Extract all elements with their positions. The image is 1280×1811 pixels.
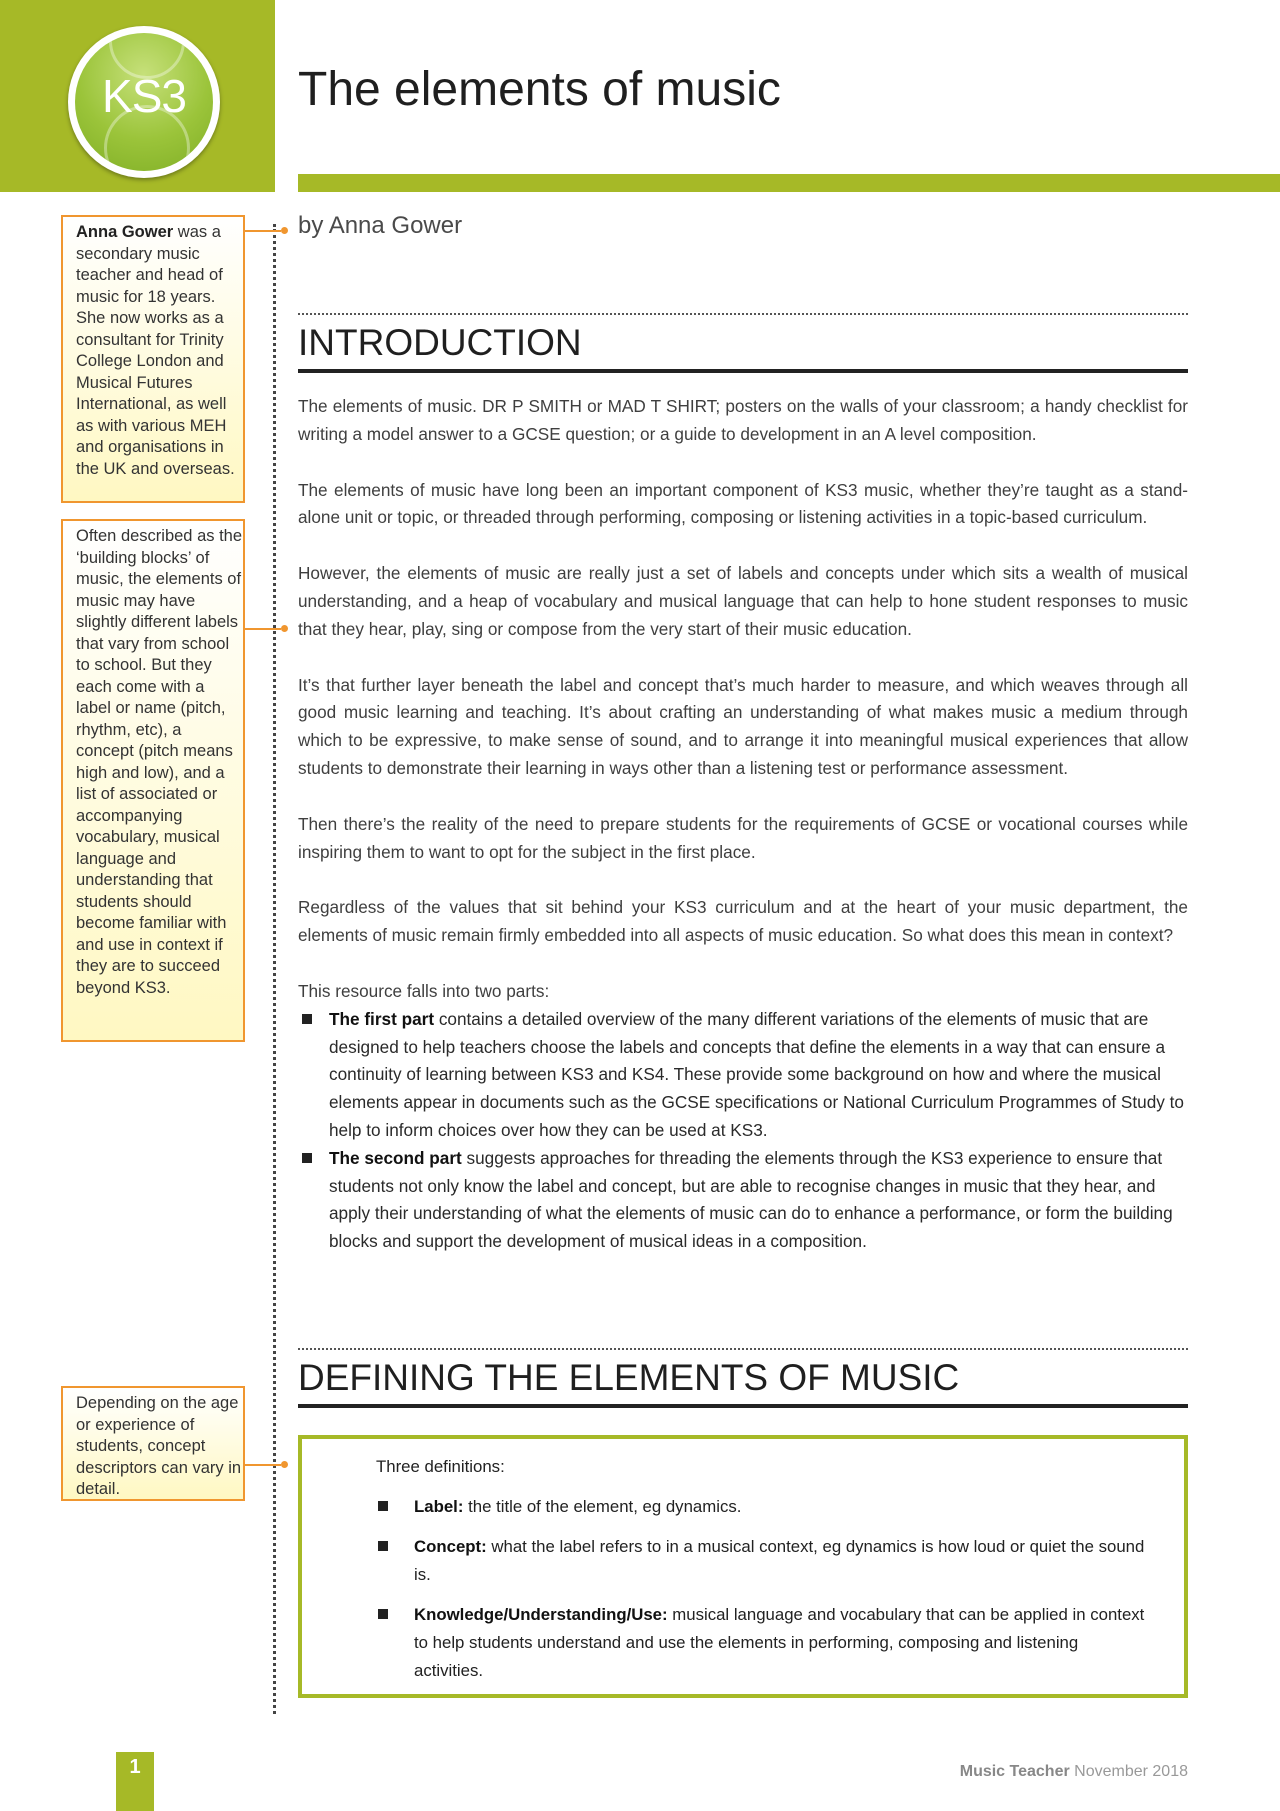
part-text: contains a detailed overview of the many different variations of the elements of music that are designed to help teachers choose the labels and concepts that define the elements in a way that can ensure a continuity of learning between KS3 and KS4. These provide some background on how and where the musical elements appear in documents such as the GCSE specifications or National Curriculum Programmes of Study to help to inform choices over how they can be used at KS3. [329,1008,1184,1140]
definition-text: musical language and vocabulary that can be applied in context to help students understand and use the elements in performing, composing and listening activities. [414,1605,1145,1680]
definition-term: Concept: [414,1537,487,1556]
section-solid-rule [298,369,1188,373]
byline: by Anna Gower [298,212,463,239]
author-name: Anna Gower [76,223,174,241]
intro-heading: INTRODUCTION [298,322,582,363]
square-bullet-icon [302,1153,312,1163]
list-item [376,1601,1146,1685]
note-connector [245,230,281,232]
note-connector-dot [281,625,288,632]
square-bullet-icon [378,1541,388,1551]
square-bullet-icon [378,1609,388,1619]
parts-intro: This resource falls into two parts: [298,980,550,1001]
square-bullet-icon [302,1014,312,1024]
publication-date: November 2018 [1069,1763,1188,1780]
part-title: The second part [329,1147,462,1168]
ks3-badge [68,26,220,178]
title-underline-bar [298,174,1280,192]
part-text: suggests approaches for threading the elements through the KS3 experience to ensure that students not only know the label and concept, but are able to recognise changes in music that they hear, and apply their understanding of what the elements of music can do to enhance a performance, or form the building blocks and support the development of musical ideas in a composition. [329,1147,1173,1252]
note-connector [245,628,281,630]
definitions-intro: Three definitions: [376,1457,505,1476]
definitions-box [298,1435,1188,1698]
definition-term: Knowledge/Understanding/Use: [414,1605,668,1624]
definition-text: the title of the element, eg dynamics. [463,1497,742,1516]
author-bio-text: was a secondary music teacher and head of music for 18 years. She now works as a consultant for Trinity College London and Musical Futures International, as well as with various MEH and organisations in the UK and overseas. [76,223,235,478]
list-item [376,1533,1146,1589]
intro-paragraph: The elements of music have long been an important component of KS3 music, whether they’re taught as a stand-alone unit or topic, or threaded through performing, composing or listening activities in a topic-based curriculum. [298,479,1188,528]
list-item [376,1493,1146,1521]
definitions-content [376,1453,1146,1697]
building-blocks-note-text: Often described as the ‘building blocks’ of music, the elements of music may have slightly different labels that vary from school to school. But they each come with a label or name (pitch, rhythm, etc), a concept (pitch means high and low), and a list of associated or accompanying vocabulary, musical language and understanding that students should become familiar with and use in context if they are to succeed beyond KS3. [76,527,243,997]
part-title: The first part [329,1008,435,1029]
building-blocks-note [61,519,245,1042]
note-connector [245,1464,281,1466]
intro-paragraph: However, the elements of music are really just a set of labels and concepts under which sits a wealth of musical understanding, and a heap of vocabulary and musical language that can help to hone student responses to music that they hear, play, sing or compose from the very start of their music education. [298,563,1188,639]
intro-body [298,393,1188,1256]
parts-list [298,1006,1188,1256]
intro-paragraph: Regardless of the values that sit behind your KS3 curriculum and at the heart of your music department, the elements of music remain firmly embedded into all aspects of music education. So what does this mean in context? [298,897,1188,946]
badge-label: KS3 [102,70,186,122]
square-bullet-icon [378,1501,388,1511]
note-connector-dot [281,227,288,234]
intro-paragraph: It’s that further layer beneath the label and concept that’s much harder to measure, and which weaves through all good music learning and teaching. It’s about crafting an understanding of what makes music a medium through which to be expressive, to make sense of sound, and to arrange it into meaningful musical experiences that allow students to demonstrate their learning in ways other than a listening test or performance assessment. [298,674,1188,778]
list-item [298,1145,1188,1256]
intro-paragraph: The elements of music. DR P SMITH or MAD T SHIRT; posters on the walls of your classroom; a handy checklist for writing a model answer to a GCSE question; or a guide to development in an A level composition. [298,396,1188,444]
definition-text: what the label refers to in a musical context, eg dynamics is how loud or quiet the sound is. [414,1537,1145,1584]
note-connector-dot [281,1461,288,1468]
concept-descriptors-note-text: Depending on the age or experience of students, concept descriptors can vary in detail. [76,1394,242,1498]
defining-heading: DEFINING THE ELEMENTS OF MUSIC [298,1357,960,1398]
footer-publication [960,1763,1188,1781]
list-item [298,1006,1188,1145]
definition-term: Label: [414,1497,464,1516]
page-title: The elements of music [298,63,781,116]
gutter-dotted-line [273,224,276,1714]
concept-descriptors-note [61,1386,245,1501]
definitions-list [376,1493,1146,1685]
author-bio-note [61,215,245,503]
page-number: 1 [116,1752,154,1811]
publication-name: Music Teacher [959,1763,1070,1780]
badge-circle [75,33,213,171]
section-dotted-rule [298,313,1188,315]
section-solid-rule [298,1404,1188,1408]
section-dotted-rule [298,1348,1188,1350]
intro-paragraph: Then there’s the reality of the need to prepare students for the requirements of GCSE or vocational courses while inspiring them to want to opt for the subject in the first place. [298,813,1188,862]
